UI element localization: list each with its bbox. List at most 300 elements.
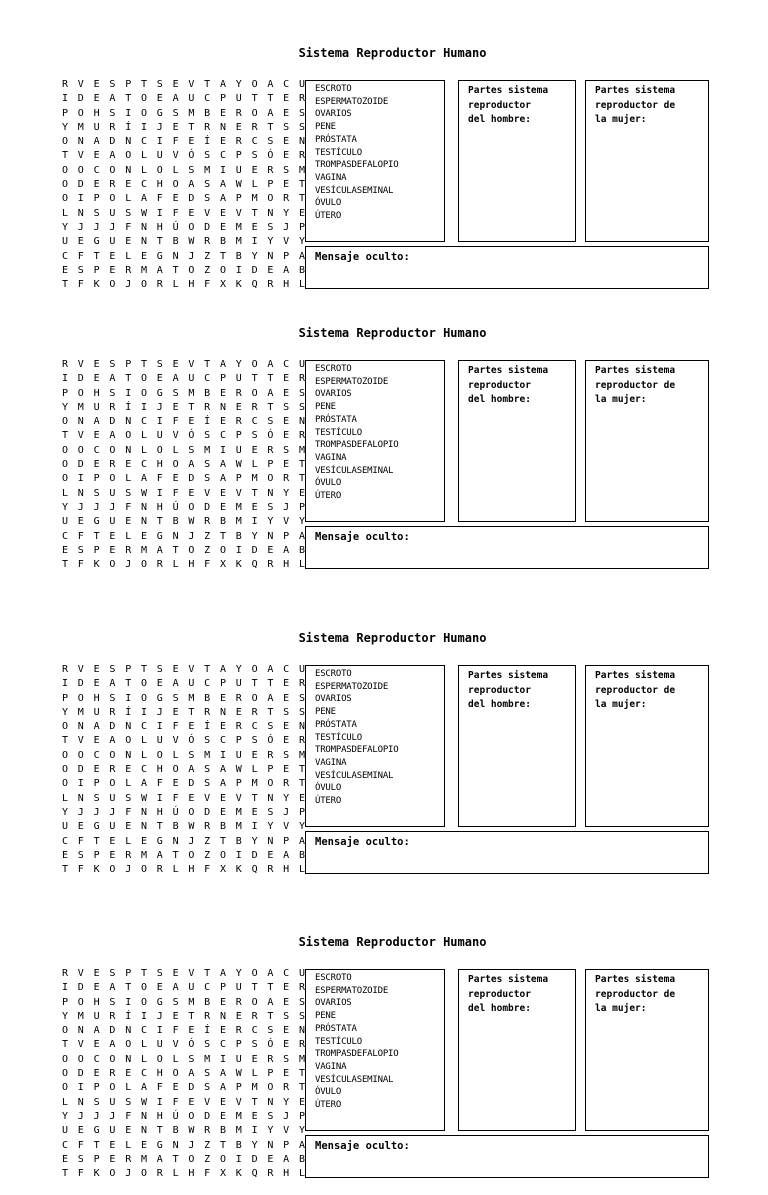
grid-letter: R <box>62 359 69 370</box>
male-parts-heading: del hombre: <box>468 699 531 710</box>
grid-letter: C <box>62 835 69 847</box>
grid-letter: V <box>204 487 211 499</box>
grid-letter: L <box>251 764 258 776</box>
grid-letter: Y <box>283 487 290 499</box>
grid-letter: B <box>204 107 211 119</box>
grid-letter: L <box>125 530 132 542</box>
grid-letter: Í <box>125 706 132 718</box>
male-parts-box[interactable] <box>458 665 576 827</box>
grid-letter: J <box>109 806 116 818</box>
grid-letter: O <box>267 778 274 790</box>
grid-letter: E <box>283 179 290 191</box>
grid-letter: O <box>188 221 195 233</box>
grid-letter: C <box>219 430 226 442</box>
grid-letter: O <box>109 749 116 761</box>
grid-letter: F <box>77 1168 84 1180</box>
grid-letter: S <box>298 706 305 718</box>
grid-letter: E <box>235 401 242 413</box>
grid-letter: Q <box>251 864 258 876</box>
grid-letter: Y <box>62 121 69 133</box>
grid-letter: Z <box>204 1139 211 1151</box>
grid-letter: V <box>77 968 84 979</box>
grid-letter: P <box>283 250 290 262</box>
grid-row <box>62 1067 315 1081</box>
grid-letter: O <box>109 1053 116 1065</box>
grid-letter: E <box>125 516 132 528</box>
grid-letter: C <box>140 764 148 776</box>
grid-letter: U <box>109 207 116 219</box>
grid-letter: Y <box>298 236 305 248</box>
grid-letter: O <box>77 996 84 1008</box>
grid-letter: I <box>62 93 69 105</box>
grid-letter: T <box>298 179 305 191</box>
grid-letter: F <box>77 250 84 262</box>
grid-letter: O <box>109 559 116 571</box>
grid-letter: F <box>77 559 84 571</box>
grid-letter: H <box>156 221 163 233</box>
grid-letter: H <box>188 1168 195 1180</box>
grid-letter: T <box>219 250 226 262</box>
grid-letter: E <box>188 1096 195 1108</box>
grid-letter: V <box>235 792 242 804</box>
grid-letter: J <box>188 1139 195 1151</box>
grid-letter: N <box>140 821 148 833</box>
word-list-item: OVARIOS <box>315 694 352 705</box>
grid-letter: E <box>219 387 226 399</box>
grid-letter: T <box>251 982 258 994</box>
hidden-message-box[interactable] <box>305 1135 709 1178</box>
grid-letter: Í <box>204 416 211 428</box>
grid-letter: O <box>188 1110 195 1122</box>
grid-letter: U <box>62 236 69 248</box>
grid-letter: A <box>219 968 226 979</box>
grid-letter: R <box>267 164 274 176</box>
grid-letter: U <box>93 121 100 133</box>
grid-letter: P <box>62 387 69 399</box>
grid-letter: P <box>298 806 305 818</box>
grid-letter: A <box>172 982 179 994</box>
grid-letter: C <box>140 1025 148 1037</box>
grid-letter: T <box>62 1039 69 1051</box>
grid-letter: C <box>62 250 69 262</box>
grid-letter: E <box>283 1068 290 1080</box>
grid-letter: L <box>140 164 148 176</box>
grid-letter: L <box>140 430 148 442</box>
grid-letter: R <box>62 79 69 90</box>
grid-letter: H <box>283 559 290 571</box>
grid-letter: P <box>93 849 100 861</box>
word-list-item: ESPERMATOZOIDE <box>315 681 389 692</box>
word-list-box <box>305 360 445 522</box>
grid-letter: R <box>204 1125 211 1137</box>
grid-letter: E <box>109 835 116 847</box>
grid-letter: L <box>125 1139 132 1151</box>
word-list-item: OVARIOS <box>315 109 352 120</box>
grid-letter: F <box>172 1025 179 1037</box>
grid-letter: E <box>267 1153 274 1165</box>
grid-letter: I <box>235 849 242 861</box>
grid-letter: S <box>77 849 84 861</box>
grid-letter: L <box>62 487 69 499</box>
grid-letter: J <box>188 835 195 847</box>
grid-letter: M <box>204 749 211 761</box>
grid-letter: J <box>156 706 163 718</box>
grid-letter: S <box>188 444 195 456</box>
grid-letter: M <box>188 107 195 119</box>
grid-letter: A <box>219 778 226 790</box>
grid-letter: W <box>235 459 242 471</box>
grid-letter: D <box>188 193 195 205</box>
grid-letter: K <box>235 1168 242 1180</box>
grid-letter: C <box>283 664 290 675</box>
grid-row <box>62 358 315 372</box>
grid-letter: N <box>267 835 274 847</box>
grid-letter: T <box>267 93 274 105</box>
grid-letter: O <box>109 164 116 176</box>
grid-letter: V <box>77 1039 84 1051</box>
grid-letter: X <box>219 864 226 876</box>
hidden-message-box[interactable] <box>305 246 709 289</box>
grid-letter: P <box>93 473 100 485</box>
grid-letter: T <box>219 530 226 542</box>
grid-letter: I <box>156 487 163 499</box>
grid-row <box>62 264 315 278</box>
word-list-box <box>305 665 445 827</box>
grid-letter: I <box>125 107 132 119</box>
grid-letter: O <box>172 1068 179 1080</box>
grid-letter: D <box>77 459 84 471</box>
word-search-grid <box>62 663 315 877</box>
grid-letter: R <box>125 1153 132 1165</box>
grid-letter: N <box>140 221 148 233</box>
grid-letter: D <box>109 416 116 428</box>
grid-letter: S <box>77 1153 84 1165</box>
grid-letter: A <box>93 136 100 148</box>
grid-letter: O <box>77 749 84 761</box>
grid-letter: J <box>188 530 195 542</box>
grid-row <box>62 107 315 121</box>
grid-letter: M <box>204 1053 211 1065</box>
grid-letter: D <box>204 806 211 818</box>
grid-letter: T <box>188 1010 195 1022</box>
grid-letter: V <box>283 1125 290 1137</box>
worksheet-title: Sistema Reproductor Humano <box>298 935 487 949</box>
grid-letter: T <box>267 678 274 690</box>
grid-letter: U <box>93 1010 100 1022</box>
grid-letter: L <box>172 164 179 176</box>
grid-letter: S <box>204 735 211 747</box>
grid-letter: E <box>188 1025 195 1037</box>
grid-letter: V <box>77 359 84 370</box>
male-parts-heading: reproductor <box>468 379 531 391</box>
hidden-message-box[interactable] <box>305 526 709 569</box>
grid-letter: U <box>156 430 163 442</box>
grid-letter: B <box>298 849 305 861</box>
word-list-item: ÚTERO <box>315 491 342 502</box>
grid-letter: R <box>267 1168 274 1180</box>
grid-letter: J <box>156 121 163 133</box>
worksheet-title: Sistema Reproductor Humano <box>298 326 487 340</box>
grid-letter: O <box>77 1053 84 1065</box>
grid-row <box>62 763 315 777</box>
grid-letter: P <box>62 996 69 1008</box>
grid-letter: K <box>235 559 242 571</box>
grid-letter: A <box>93 416 100 428</box>
grid-letter: Y <box>62 401 69 413</box>
grid-letter: L <box>125 250 132 262</box>
hidden-message-label: Mensaje oculto: <box>315 836 410 848</box>
grid-letter: E <box>188 136 195 148</box>
grid-letter: A <box>109 678 116 690</box>
grid-letter: O <box>109 279 116 291</box>
grid-letter: Ú <box>172 1110 179 1122</box>
grid-letter: A <box>188 764 195 776</box>
word-list-item: TROMPASDEFALOPIO <box>315 745 399 756</box>
grid-letter: E <box>125 459 132 471</box>
grid-letter: O <box>219 544 226 556</box>
grid-letter: T <box>298 1082 305 1094</box>
female-parts-heading: la mujer: <box>595 394 647 405</box>
grid-letter: P <box>267 179 274 191</box>
grid-letter: R <box>235 416 242 428</box>
grid-letter: A <box>267 664 274 675</box>
grid-letter: N <box>77 487 84 499</box>
grid-letter: P <box>235 1039 242 1051</box>
grid-letter: A <box>219 764 226 776</box>
grid-letter: A <box>283 544 290 556</box>
grid-letter: T <box>204 968 211 979</box>
grid-letter: L <box>172 1168 179 1180</box>
grid-letter: O <box>251 692 258 704</box>
worksheet-copy <box>0 631 768 891</box>
grid-row <box>62 749 315 763</box>
word-list-item: ESCROTO <box>315 84 352 94</box>
grid-letter: N <box>125 164 132 176</box>
grid-letter: F <box>172 136 179 148</box>
grid-letter: T <box>267 982 274 994</box>
grid-letter: T <box>267 121 274 133</box>
word-list-item: OVARIOS <box>315 998 352 1009</box>
grid-letter: C <box>140 136 148 148</box>
grid-letter: U <box>62 821 69 833</box>
grid-letter: J <box>77 1110 84 1122</box>
grid-letter: E <box>77 821 84 833</box>
grid-letter: P <box>283 1139 290 1151</box>
grid-letter: H <box>156 1068 163 1080</box>
grid-letter: C <box>251 136 258 148</box>
grid-letter: O <box>62 778 69 790</box>
word-list-item: ESPERMATOZOIDE <box>315 376 389 387</box>
grid-letter: H <box>283 864 290 876</box>
grid-row <box>62 458 315 472</box>
grid-letter: N <box>267 207 274 219</box>
grid-letter: I <box>156 721 163 733</box>
grid-letter: U <box>62 516 69 528</box>
grid-letter: C <box>93 164 100 176</box>
grid-letter: E <box>283 93 290 105</box>
grid-letter: T <box>267 373 274 385</box>
grid-letter: E <box>109 1153 116 1165</box>
grid-letter: I <box>77 193 84 205</box>
grid-letter: N <box>140 516 148 528</box>
female-parts-box[interactable] <box>585 360 709 522</box>
word-list-item: VESÍCULASEMINAL <box>315 770 394 781</box>
grid-letter: M <box>251 1082 258 1094</box>
grid-letter: R <box>156 1168 163 1180</box>
grid-row <box>62 92 315 106</box>
grid-letter: M <box>188 996 195 1008</box>
grid-letter: E <box>172 664 179 675</box>
grid-letter: O <box>62 459 69 471</box>
grid-letter: Z <box>204 849 211 861</box>
grid-letter: C <box>219 1039 226 1051</box>
grid-letter: V <box>204 792 211 804</box>
grid-letter: T <box>188 706 195 718</box>
word-list-item: VESÍCULASEMINAL <box>315 1074 394 1085</box>
grid-letter: A <box>267 79 274 90</box>
grid-letter: W <box>235 179 242 191</box>
grid-letter: F <box>172 1096 179 1108</box>
grid-letter: A <box>219 459 226 471</box>
grid-letter: J <box>125 279 132 291</box>
grid-letter: T <box>267 706 274 718</box>
grid-letter: G <box>156 996 163 1008</box>
grid-letter: O <box>62 764 69 776</box>
grid-letter: D <box>251 544 258 556</box>
grid-letter: R <box>204 1010 211 1022</box>
grid-letter: G <box>93 516 100 528</box>
grid-letter: U <box>109 487 116 499</box>
grid-letter: G <box>156 107 163 119</box>
grid-letter: N <box>77 207 84 219</box>
grid-letter: O <box>140 373 148 385</box>
grid-letter: E <box>62 264 69 276</box>
grid-letter: O <box>219 1153 226 1165</box>
grid-letter: E <box>283 678 290 690</box>
grid-letter: F <box>77 530 84 542</box>
grid-letter: N <box>140 501 148 513</box>
grid-letter: E <box>125 236 132 248</box>
grid-letter: B <box>219 1125 226 1137</box>
grid-row <box>62 429 315 443</box>
grid-letter: N <box>267 487 274 499</box>
grid-letter: U <box>235 164 242 176</box>
grid-row <box>62 1081 315 1095</box>
grid-letter: F <box>77 279 84 291</box>
grid-letter: S <box>204 193 211 205</box>
grid-letter: H <box>188 279 195 291</box>
grid-letter: R <box>251 1010 258 1022</box>
word-list-item: OVARIOS <box>315 389 352 400</box>
grid-letter: M <box>235 1125 242 1137</box>
grid-letter: I <box>140 706 148 718</box>
grid-letter: Ó <box>267 735 274 747</box>
grid-letter: E <box>125 1125 132 1137</box>
female-parts-box[interactable] <box>585 80 709 242</box>
grid-letter: W <box>235 764 242 776</box>
grid-letter: V <box>283 236 290 248</box>
grid-letter: I <box>251 236 258 248</box>
grid-letter: J <box>93 221 100 233</box>
grid-letter: V <box>188 359 195 370</box>
grid-letter: E <box>93 373 100 385</box>
grid-letter: E <box>188 207 195 219</box>
grid-letter: E <box>125 179 132 191</box>
grid-letter: O <box>188 544 195 556</box>
grid-letter: R <box>204 121 211 133</box>
grid-letter: M <box>235 516 242 528</box>
male-parts-box[interactable] <box>458 969 576 1131</box>
grid-letter: P <box>219 982 226 994</box>
worksheet-copy <box>0 935 768 1195</box>
grid-letter: I <box>219 749 226 761</box>
grid-letter: S <box>77 264 84 276</box>
grid-letter: O <box>109 864 116 876</box>
grid-letter: B <box>298 1153 305 1165</box>
grid-letter: R <box>235 996 242 1008</box>
grid-letter: E <box>172 778 179 790</box>
grid-letter: H <box>283 1168 290 1180</box>
male-parts-box[interactable] <box>458 80 576 242</box>
grid-letter: U <box>298 968 305 979</box>
grid-letter: W <box>188 236 195 248</box>
grid-letter: V <box>188 79 195 90</box>
grid-letter: V <box>172 430 179 442</box>
grid-letter: T <box>188 401 195 413</box>
grid-letter: D <box>109 721 116 733</box>
grid-letter: S <box>204 473 211 485</box>
grid-letter: A <box>283 264 290 276</box>
word-list-item: TESTÍCULO <box>315 1036 362 1047</box>
male-parts-box[interactable] <box>458 360 576 522</box>
grid-letter: S <box>77 544 84 556</box>
grid-letter: F <box>204 279 211 291</box>
grid-letter: S <box>93 792 100 804</box>
grid-row <box>62 401 315 415</box>
grid-letter: T <box>251 1096 258 1108</box>
grid-letter: L <box>251 459 258 471</box>
grid-letter: C <box>204 93 211 105</box>
grid-letter: F <box>172 721 179 733</box>
grid-letter: Y <box>62 1110 69 1122</box>
grid-letter: N <box>172 530 179 542</box>
grid-letter: F <box>77 835 84 847</box>
female-parts-box[interactable] <box>585 969 709 1131</box>
grid-letter: S <box>204 1039 211 1051</box>
grid-letter: E <box>251 806 258 818</box>
word-list-item: ÚTERO <box>315 796 342 807</box>
grid-letter: E <box>172 473 179 485</box>
grid-letter: A <box>156 544 163 556</box>
hidden-message-box[interactable] <box>305 831 709 874</box>
grid-letter: H <box>156 179 163 191</box>
grid-letter: C <box>219 150 226 162</box>
grid-letter: J <box>283 221 290 233</box>
grid-letter: R <box>267 864 274 876</box>
grid-letter: A <box>219 1068 226 1080</box>
grid-letter: L <box>172 559 179 571</box>
grid-letter: O <box>140 107 148 119</box>
grid-letter: O <box>62 179 69 191</box>
grid-letter: F <box>204 559 211 571</box>
grid-letter: E <box>172 121 179 133</box>
female-parts-heading: reproductor de <box>595 379 676 391</box>
hidden-message-label: Mensaje oculto: <box>315 1140 410 1152</box>
female-parts-box[interactable] <box>585 665 709 827</box>
grid-letter: S <box>283 164 290 176</box>
grid-letter: A <box>109 373 116 385</box>
grid-letter: M <box>140 544 148 556</box>
